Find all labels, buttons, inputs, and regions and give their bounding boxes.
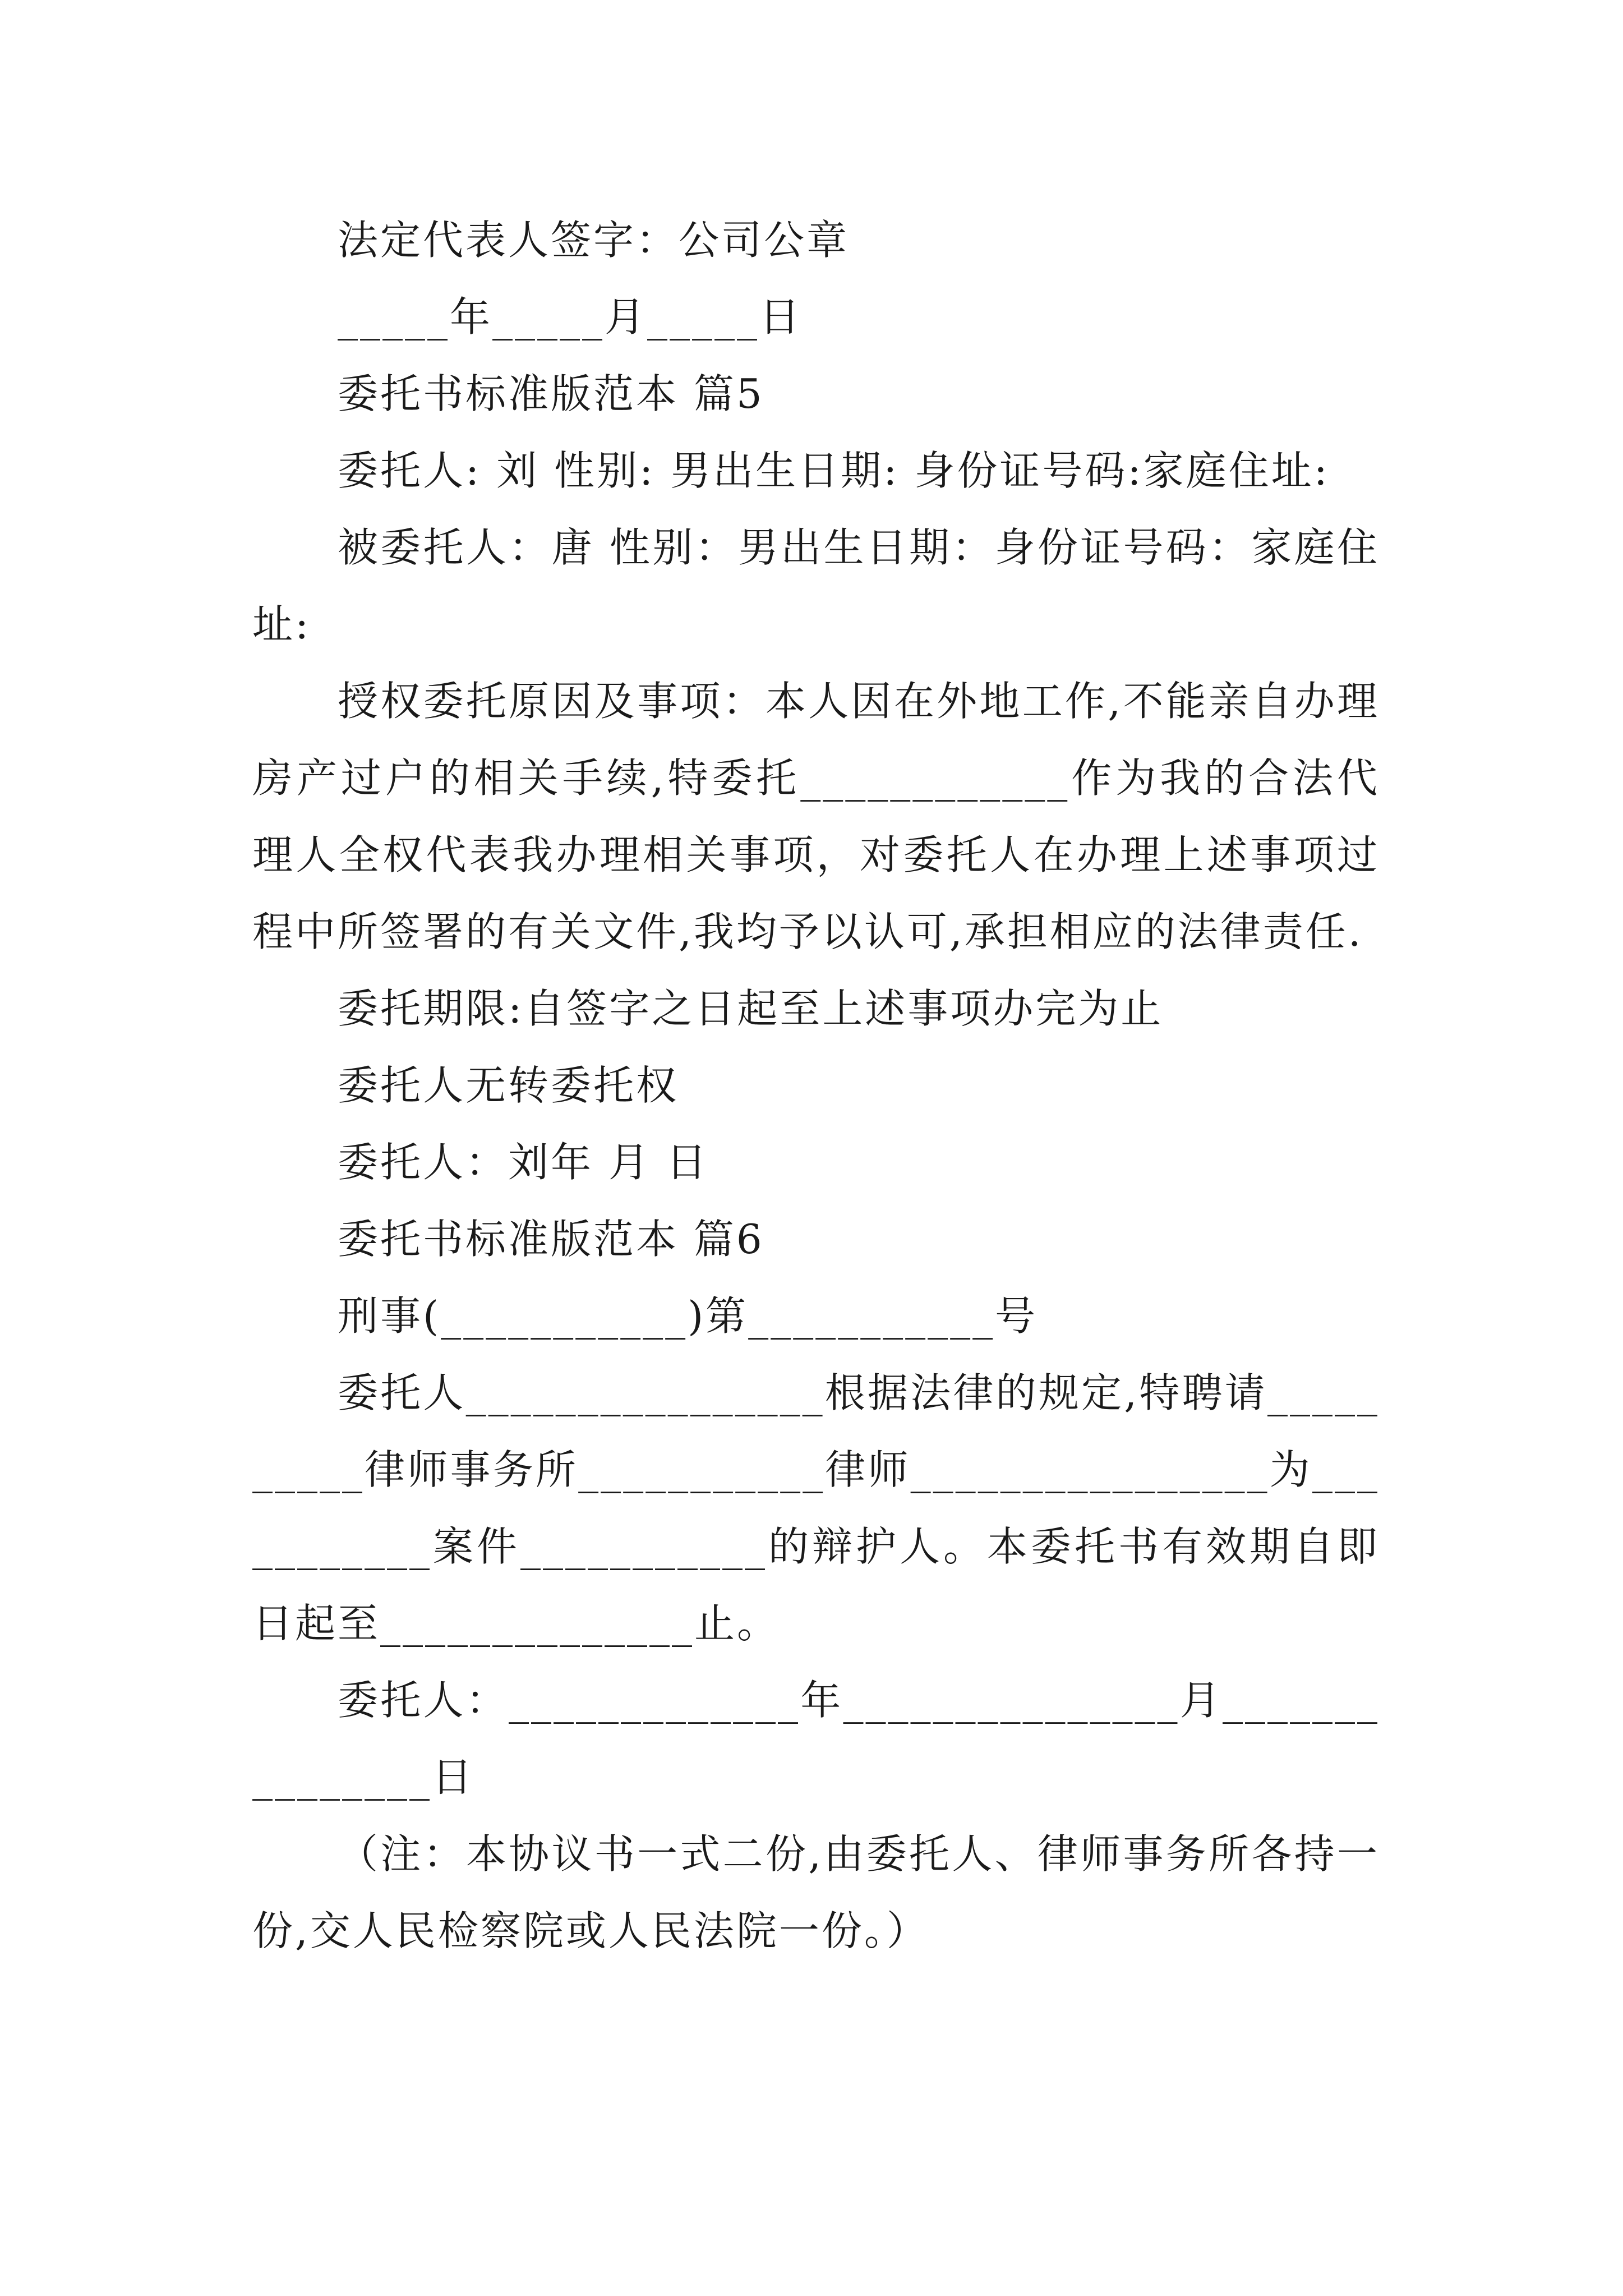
- principal-date-line: 委托人：刘年 月 日: [338, 1139, 709, 1186]
- no-subdelegation-line: 委托人无转委托权: [338, 1062, 679, 1109]
- section-heading-5: 委托书标准版范本 篇5: [338, 370, 764, 417]
- case-number-line: 刑事(___________)第___________号: [338, 1292, 1038, 1340]
- defense-paragraph: 委托人________________根据法律的规定,特聘请__________律师事务所___________律师________________为___________案件___________的辩护人。本委托书有效期自即日起至______________止。: [252, 1369, 1380, 1647]
- date-line: _____年_____月_____日: [338, 293, 803, 341]
- section-heading-6: 委托书标准版范本 篇6: [338, 1216, 764, 1263]
- term-line: 委托期限:自签字之日起至上述事项办完为止: [338, 985, 1164, 1032]
- principal-info: 委托人: 刘 性别: 男出生日期: 身份证号码:家庭住址:: [338, 447, 1330, 494]
- principal-signature-date: 委托人：_____________年_______________月_______________日: [252, 1677, 1380, 1801]
- authorization-paragraph: 授权委托原因及事项：本人因在外地工作,不能亲自办理房产过户的相关手续,特委托____________作为我的合法代理人全权代表我办理相关事项，对委托人在办理上述事项过程中所签署的有关文件,我均予以认可,承担相应的法律责任.: [252, 678, 1380, 955]
- signature-line: 法定代表人签字：公司公章: [338, 217, 850, 264]
- document-body: [252, 202, 1380, 1970]
- note-paragraph: （注：本协议书一式二份,由委托人、律师事务所各持一份,交人民检察院或人民法院一份。）: [252, 1830, 1380, 1954]
- agent-info: 被委托人：唐 性别：男出生日期：身份证号码：家庭住址:: [252, 524, 1380, 648]
